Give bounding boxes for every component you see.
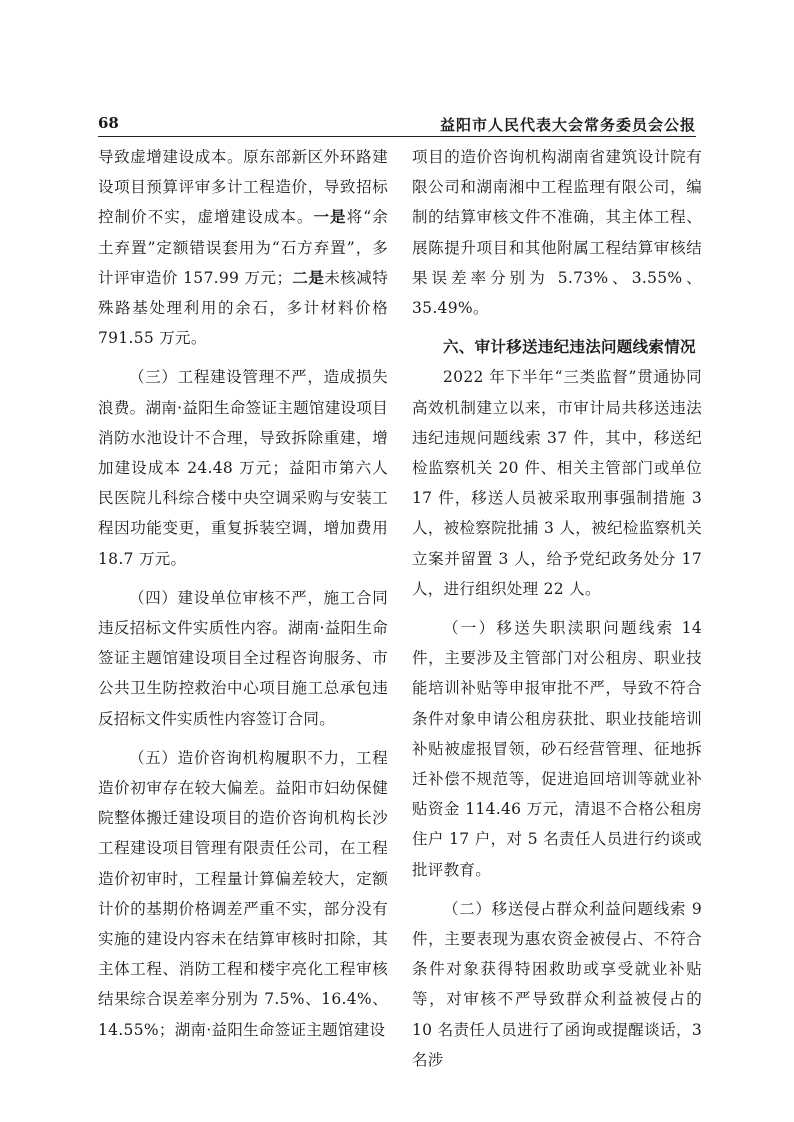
emphasis-first: 一是 <box>313 207 347 227</box>
paragraph-text: 未核减特殊路基处理利用的余石，多计材料价格 791.55 万元。 <box>98 268 389 348</box>
paragraph-text: 将“余土弃置”定额错误套用为“石方弃置”，多计评审造价 157.99 万元； <box>98 208 388 287</box>
paragraph-cost-inflation <box>98 142 388 353</box>
paragraph-text: 益阳市妇幼保健院整体搬迁建设项目的造价咨询机构长沙工程建设项目管理有限责任公司，在工程造价初审时，工程量计算偏差较大，定额计价的基期价格调差严重不实，部分没有实施的建设内容未在结算审核时扣除，其主体工程、消防工程和楼宇亮化工程审核结果综合误差率分别为 7.5%、16.4%、14.55%；湖南·益阳生命签证主题馆建设 <box>98 779 388 1039</box>
paragraph-text: 湖南·益阳生命签证主题馆建设项目消防水池设计不合理，导致拆除重建，增加建设成本 24.48 万元；益阳市第六人民医院儿科综合楼中央空调采购与安装工程因功能变更，重复拆装空调，增加费用 18.7 万元。 <box>98 398 388 568</box>
section-heading: 六、审计移送违纪违法问题线索情况 <box>443 338 696 357</box>
header-rule <box>98 136 696 137</box>
paragraph-contract <box>98 583 388 734</box>
paragraph-management <box>98 362 388 573</box>
subheading-five: （五）造价咨询机构履职不力，工程造价初审存在较大偏差。 <box>98 748 388 798</box>
subheading-four: （四）建设单位审核不严，施工合同违反招标文件实质性内容。 <box>98 588 388 638</box>
paragraph-clues-summary: 2022 年下半年“三类监督”贯通协同高效机制建立以来，市审计局共移送违法违纪违规问题线索 37 件，其中，移送纪检监察机关 20 件、相关主管部门或单位 17 件，移送人员被采取刑事强制措施 3 人，被检察院批捕 3 人，被纪检监察机关立案并留置 3 人，给予党纪政务处分 17 人，进行组织处理 22 人。 <box>412 368 702 598</box>
paragraph-consulting <box>98 743 388 1045</box>
paragraph-consulting-cont: 项目的造价咨询机构湖南省建筑设计院有限公司和湖南湘中工程监理有限公司，编制的结算审核文件不准确，其主体工程、展陈提升项目和其他附属工程结算审核结果误差率分别为 5.73%、3.55%、35.49%。 <box>412 148 702 318</box>
page-header <box>98 112 696 136</box>
paragraph-text: 湖南·益阳生命签证主题馆建设项目全过程咨询服务、市公共卫生防控救治中心项目施工总承包违反招标文件实质性内容签订合同。 <box>98 619 388 728</box>
emphasis-second: 二是 <box>292 267 325 287</box>
paragraph-dereliction: （一）移送失职渎职问题线索 14 件，主要涉及主管部门对公租房、职业技能培训补贴等申报审批不严，导致不符合条件对象申请公租房获批、职业技能培训补贴被虚报冒领，砂石经营管理、征地拆迁补偿不规范等，促进追回培训等就业补贴资金 114.46 万元，清退不合格公租房住户 17 户，对 5 名责任人员进行约谈或批评教育。 <box>412 619 702 879</box>
paragraph-encroachment: （二）移送侵占群众利益问题线索 9 件，主要表现为惠农资金被侵占、不符合条件对象获得特困救助或享受就业补贴等，对审核不严导致群众利益被侵占的 10 名责任人员进行了函询或提醒谈话，3 名涉 <box>412 899 702 1069</box>
journal-title: 益阳市人民代表大会常务委员会公报 <box>439 116 696 134</box>
right-column <box>412 142 702 1075</box>
paragraph-text: 导致虚增建设成本。原东部新区外环路建设项目预算评审多计工程造价，导致招标控制价不实，虚增建设成本。 <box>98 148 388 227</box>
subheading-three: （三）工程建设管理不严，造成损失浪费。 <box>98 368 388 417</box>
left-column <box>98 142 388 1045</box>
page-number: 68 <box>98 114 119 132</box>
